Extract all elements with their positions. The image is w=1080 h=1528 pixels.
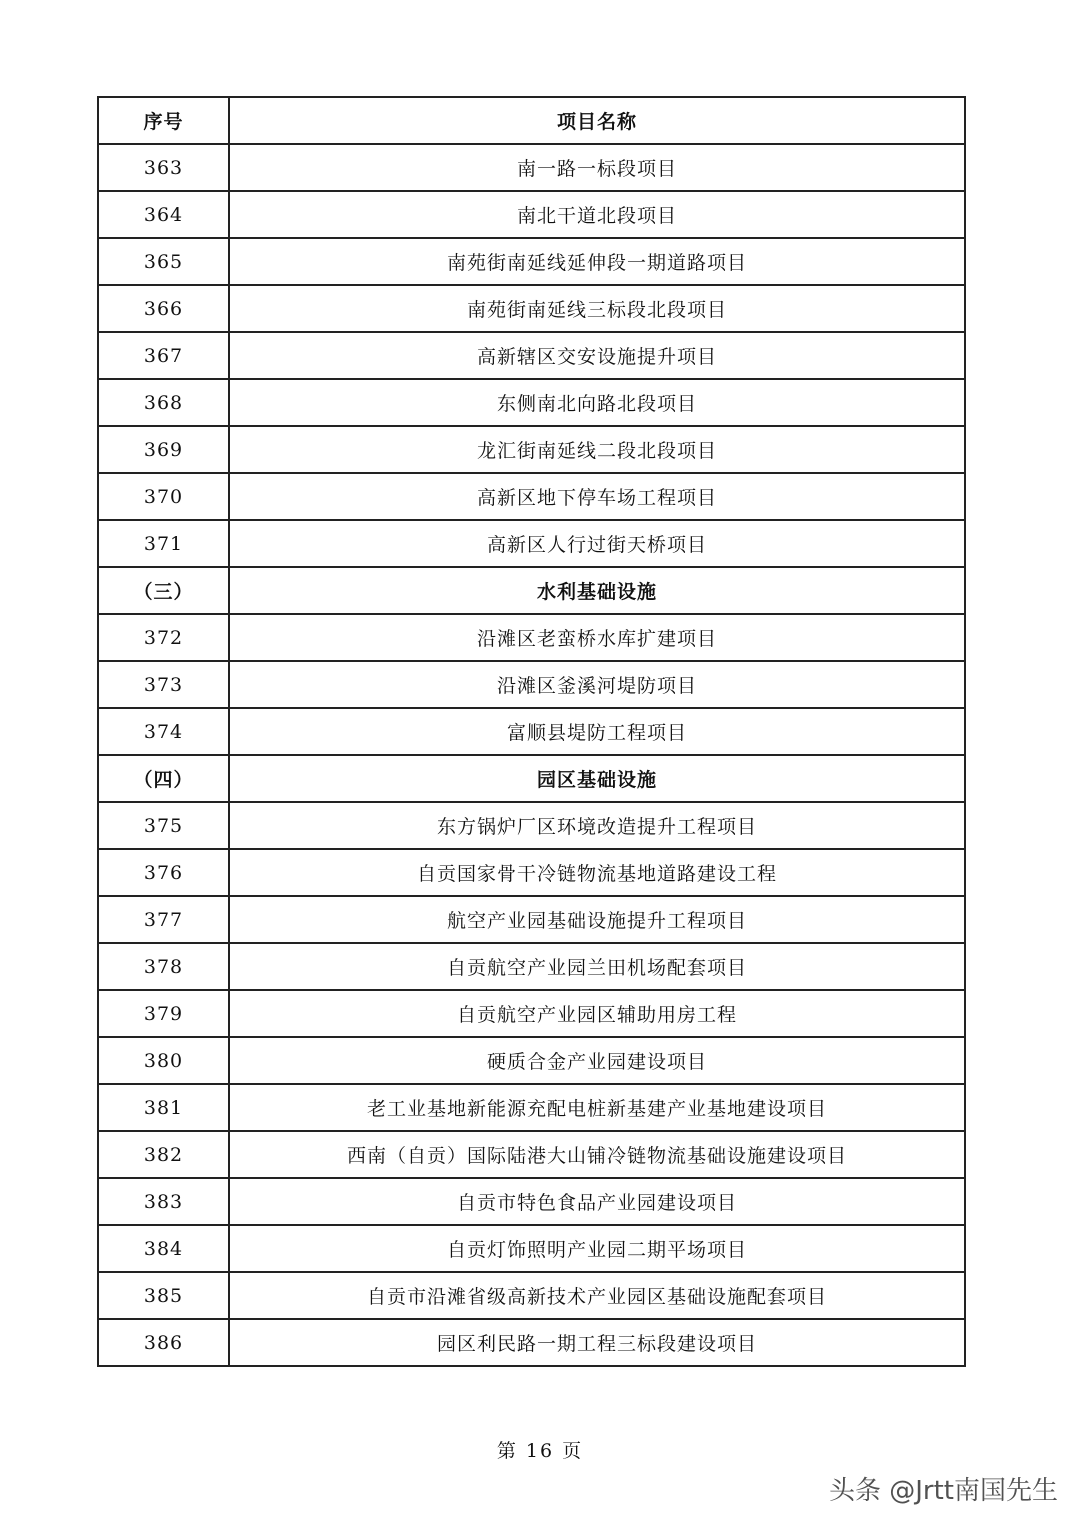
row-serial-number: 377 <box>98 896 229 943</box>
section-row <box>98 755 965 802</box>
row-serial-number: 372 <box>98 614 229 661</box>
table-row <box>98 1225 965 1272</box>
table-row <box>98 520 965 567</box>
row-serial-number: 375 <box>98 802 229 849</box>
table-row <box>98 379 965 426</box>
row-serial-number: 368 <box>98 379 229 426</box>
table-row <box>98 708 965 755</box>
table-row <box>98 802 965 849</box>
row-serial-number: 383 <box>98 1178 229 1225</box>
row-serial-number: 384 <box>98 1225 229 1272</box>
row-serial-number: 374 <box>98 708 229 755</box>
section-number: （三） <box>98 567 229 614</box>
table-row <box>98 1319 965 1366</box>
row-project-name: 自贡市特色食品产业园建设项目 <box>229 1178 965 1225</box>
row-project-name: 自贡市沿滩省级高新技术产业园区基础设施配套项目 <box>229 1272 965 1319</box>
row-project-name: 富顺县堤防工程项目 <box>229 708 965 755</box>
table-row <box>98 285 965 332</box>
section-number: （四） <box>98 755 229 802</box>
row-project-name: 自贡国家骨干冷链物流基地道路建设工程 <box>229 849 965 896</box>
table-row <box>98 332 965 379</box>
row-project-name: 高新辖区交安设施提升项目 <box>229 332 965 379</box>
row-project-name: 东方锅炉厂区环境改造提升工程项目 <box>229 802 965 849</box>
table-body <box>98 144 965 1366</box>
row-serial-number: 386 <box>98 1319 229 1366</box>
row-serial-number: 380 <box>98 1037 229 1084</box>
row-project-name: 航空产业园基础设施提升工程项目 <box>229 896 965 943</box>
row-project-name: 南苑街南延线延伸段一期道路项目 <box>229 238 965 285</box>
row-serial-number: 370 <box>98 473 229 520</box>
table-row <box>98 1037 965 1084</box>
table-row <box>98 1178 965 1225</box>
row-serial-number: 373 <box>98 661 229 708</box>
row-project-name: 自贡灯饰照明产业园二期平场项目 <box>229 1225 965 1272</box>
table-row <box>98 1272 965 1319</box>
row-project-name: 自贡航空产业园兰田机场配套项目 <box>229 943 965 990</box>
row-serial-number: 369 <box>98 426 229 473</box>
row-serial-number: 378 <box>98 943 229 990</box>
row-serial-number: 367 <box>98 332 229 379</box>
row-project-name: 西南（自贡）国际陆港大山铺冷链物流基础设施建设项目 <box>229 1131 965 1178</box>
project-table <box>97 96 966 1367</box>
table-row <box>98 990 965 1037</box>
row-project-name: 园区利民路一期工程三标段建设项目 <box>229 1319 965 1366</box>
table-row <box>98 191 965 238</box>
row-serial-number: 379 <box>98 990 229 1037</box>
row-project-name: 自贡航空产业园区辅助用房工程 <box>229 990 965 1037</box>
row-serial-number: 364 <box>98 191 229 238</box>
row-serial-number: 381 <box>98 1084 229 1131</box>
row-project-name: 老工业基地新能源充配电桩新基建产业基地建设项目 <box>229 1084 965 1131</box>
row-project-name: 龙汇街南延线二段北段项目 <box>229 426 965 473</box>
row-project-name: 高新区地下停车场工程项目 <box>229 473 965 520</box>
table-row <box>98 1084 965 1131</box>
row-project-name: 南一路一标段项目 <box>229 144 965 191</box>
section-title: 水利基础设施 <box>229 567 965 614</box>
table-row <box>98 943 965 990</box>
table-row <box>98 896 965 943</box>
row-project-name: 硬质合金产业园建设项目 <box>229 1037 965 1084</box>
table-row <box>98 614 965 661</box>
row-serial-number: 363 <box>98 144 229 191</box>
row-project-name: 南北干道北段项目 <box>229 191 965 238</box>
row-serial-number: 371 <box>98 520 229 567</box>
row-serial-number: 376 <box>98 849 229 896</box>
table-row <box>98 849 965 896</box>
section-title: 园区基础设施 <box>229 755 965 802</box>
row-serial-number: 366 <box>98 285 229 332</box>
row-serial-number: 385 <box>98 1272 229 1319</box>
table-row <box>98 144 965 191</box>
table-row <box>98 661 965 708</box>
page-number: 第 16 页 <box>496 1440 584 1462</box>
row-serial-number: 382 <box>98 1131 229 1178</box>
header-serial-number: 序号 <box>98 97 229 144</box>
header-project-name: 项目名称 <box>229 97 965 144</box>
row-project-name: 东侧南北向路北段项目 <box>229 379 965 426</box>
table-header-row <box>98 97 965 144</box>
section-row <box>98 567 965 614</box>
row-serial-number: 365 <box>98 238 229 285</box>
table-row <box>98 1131 965 1178</box>
watermark: 头条 @Jrtt南国先生 <box>828 1476 1058 1506</box>
table-row <box>98 238 965 285</box>
table-row <box>98 426 965 473</box>
row-project-name: 南苑街南延线三标段北段项目 <box>229 285 965 332</box>
row-project-name: 高新区人行过街天桥项目 <box>229 520 965 567</box>
table-row <box>98 473 965 520</box>
row-project-name: 沿滩区老蛮桥水库扩建项目 <box>229 614 965 661</box>
row-project-name: 沿滩区釜溪河堤防项目 <box>229 661 965 708</box>
